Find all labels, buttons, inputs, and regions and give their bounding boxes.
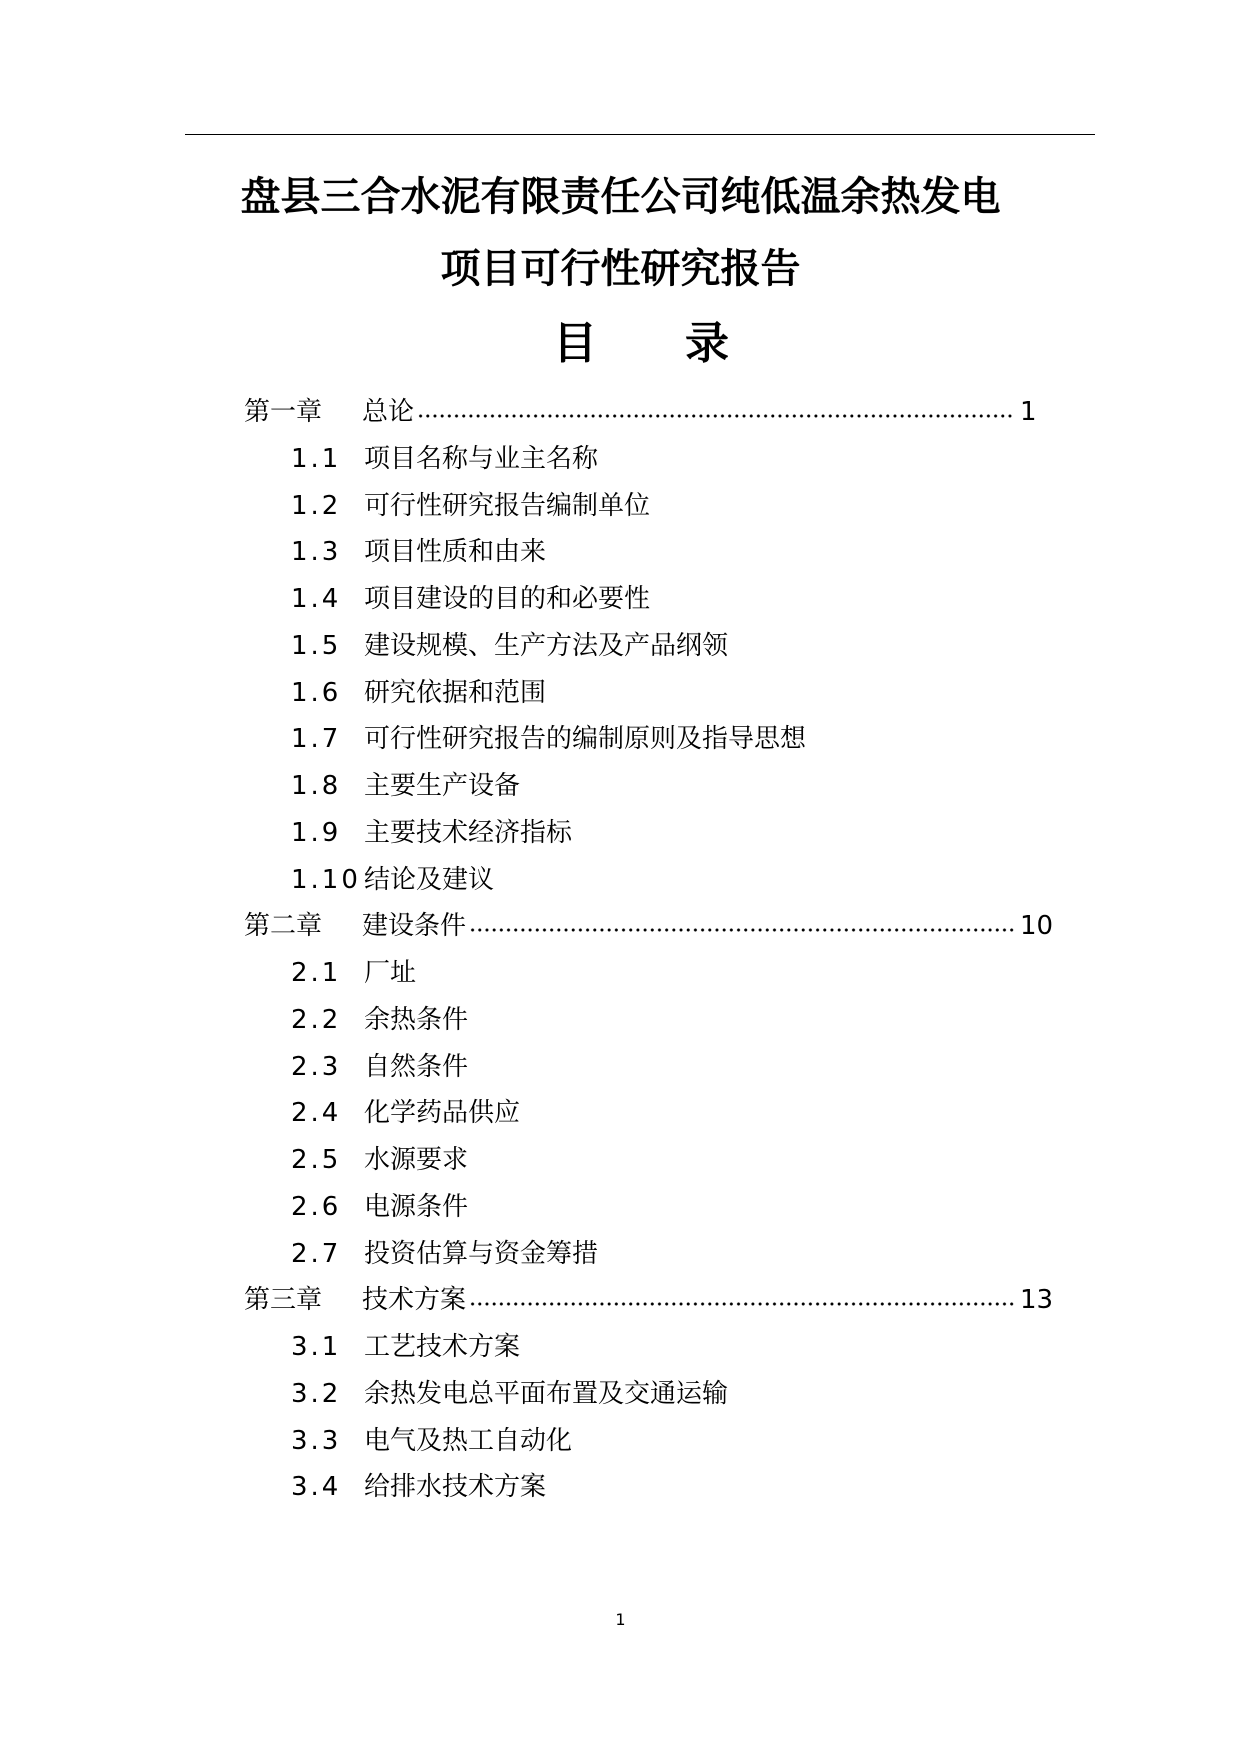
toc-leader-dots bbox=[469, 906, 1014, 946]
toc-entry-number: 1.2 bbox=[291, 491, 342, 521]
toc-entry-number: 2.1 bbox=[291, 958, 342, 988]
toc-heading-char-1: 目 bbox=[553, 318, 597, 369]
toc-entry-title: 自然条件 bbox=[364, 1052, 469, 1082]
toc-entry-title: 电源条件 bbox=[364, 1192, 469, 1222]
toc-entry-number: 3.2 bbox=[291, 1379, 342, 1409]
document-title-line-1: 盘县三合水泥有限责任公司纯低温余热发电 bbox=[240, 174, 1001, 220]
toc-entry-title: 厂址 bbox=[364, 958, 417, 988]
document-title-line-2: 项目可行性研究报告 bbox=[440, 246, 801, 292]
toc-entry-number: 1.9 bbox=[291, 818, 342, 848]
toc-entry-page: 10 bbox=[1020, 911, 1054, 941]
toc-entry-title: 建设规模、生产方法及产品纲领 bbox=[364, 631, 729, 661]
toc-entry-title: 总论 bbox=[362, 397, 415, 427]
page-number: 1 bbox=[615, 1610, 626, 1629]
toc-entry-title: 项目性质和由来 bbox=[364, 537, 547, 567]
toc-entry-title: 工艺技术方案 bbox=[364, 1332, 521, 1362]
toc-entry-title: 余热条件 bbox=[364, 1005, 469, 1035]
toc-heading-char-2: 录 bbox=[685, 318, 729, 369]
toc-entry-number: 2.7 bbox=[291, 1239, 342, 1269]
toc-entry-title: 可行性研究报告的编制原则及指导思想 bbox=[364, 724, 807, 754]
toc-entry-number: 3.1 bbox=[291, 1332, 342, 1362]
toc-entry-number: 第二章 bbox=[244, 911, 323, 941]
toc-entry-number: 1.8 bbox=[291, 771, 342, 801]
toc-entry-number: 1.3 bbox=[291, 537, 342, 567]
toc-entry-title: 投资估算与资金筹措 bbox=[364, 1239, 599, 1269]
toc-entry-title: 水源要求 bbox=[364, 1145, 469, 1175]
toc-entry-number: 2.3 bbox=[291, 1052, 342, 1082]
toc-entry-number: 2.6 bbox=[291, 1192, 342, 1222]
toc-entry-title: 结论及建议 bbox=[364, 865, 495, 895]
toc-entry-page: 1 bbox=[1020, 397, 1037, 427]
toc-entry-number: 第一章 bbox=[244, 397, 323, 427]
toc-entry-title: 研究依据和范围 bbox=[364, 678, 547, 708]
toc-entry-number: 1.5 bbox=[291, 631, 342, 661]
toc-entry-title: 技术方案 bbox=[362, 1285, 467, 1315]
toc-entry-number: 2.4 bbox=[291, 1098, 342, 1128]
toc-entry-title: 化学药品供应 bbox=[364, 1098, 521, 1128]
toc-entry-title: 主要生产设备 bbox=[364, 771, 521, 801]
toc-entry-page: 13 bbox=[1020, 1285, 1054, 1315]
toc-entry-number: 3.3 bbox=[291, 1426, 342, 1456]
toc-entry-number: 1.1 bbox=[291, 444, 342, 474]
toc-entry-number: 第三章 bbox=[244, 1285, 323, 1315]
toc-entry-number: 2.5 bbox=[291, 1145, 342, 1175]
toc-entry-number: 2.2 bbox=[291, 1005, 342, 1035]
toc-entry-title: 电气及热工自动化 bbox=[364, 1426, 573, 1456]
toc-entry-title: 余热发电总平面布置及交通运输 bbox=[364, 1379, 729, 1409]
toc-entry-number: 1.7 bbox=[291, 724, 342, 754]
toc-entry-number: 1.4 bbox=[291, 584, 342, 614]
toc-entry-title: 项目名称与业主名称 bbox=[364, 444, 599, 474]
toc-entry-title: 给排水技术方案 bbox=[364, 1472, 547, 1502]
toc-entry-title: 可行性研究报告编制单位 bbox=[364, 491, 651, 521]
toc-leader-dots bbox=[469, 1280, 1014, 1320]
toc-entry-title: 建设条件 bbox=[362, 911, 467, 941]
toc-entry-title: 项目建设的目的和必要性 bbox=[364, 584, 651, 614]
toc-entry-number: 3.4 bbox=[291, 1472, 342, 1502]
toc-entry-title: 主要技术经济指标 bbox=[364, 818, 573, 848]
toc-entry-number: 1.10 bbox=[291, 865, 361, 895]
toc-entry-number: 1.6 bbox=[291, 678, 342, 708]
toc-leader-dots bbox=[417, 392, 1014, 432]
